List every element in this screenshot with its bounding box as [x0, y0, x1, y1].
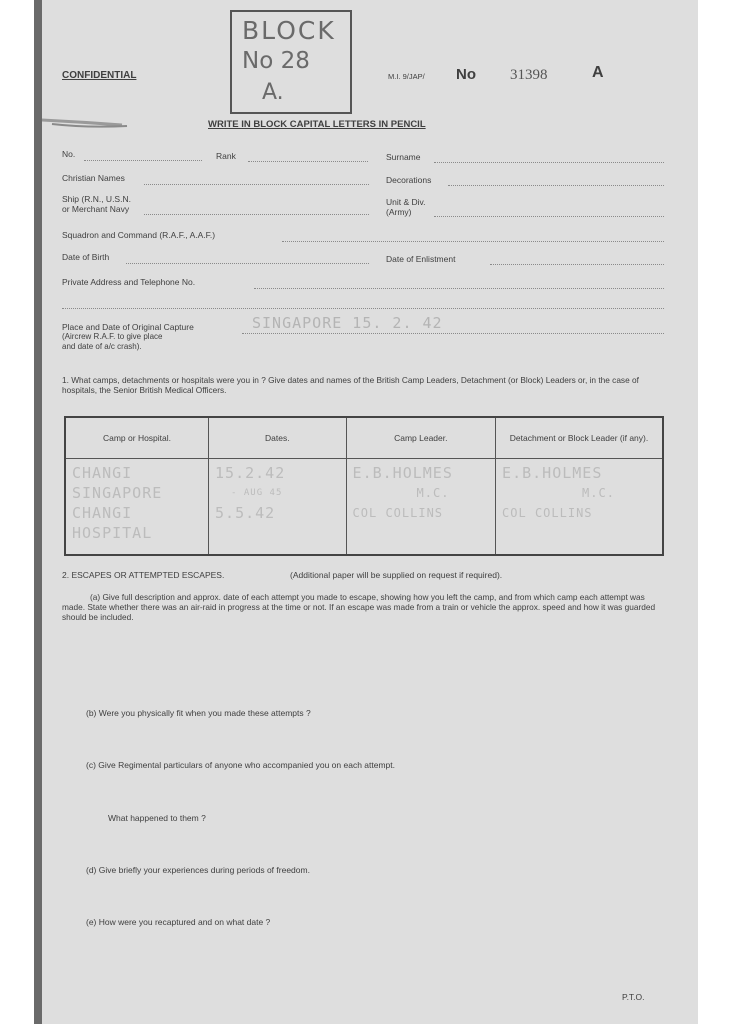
- camp-cell-line: 5.5.42: [215, 504, 276, 522]
- field-enlistment-line: [490, 264, 664, 265]
- field-address: Private Address and Telephone No.: [62, 277, 196, 287]
- form-page: [42, 0, 698, 1024]
- field-unit-1: Unit & Div.: [386, 197, 426, 207]
- paper-clip-icon: [42, 112, 122, 126]
- field-christian-names: Christian Names: [62, 173, 125, 183]
- field-dob: Date of Birth: [62, 252, 110, 262]
- camp-cell-line: 15.2.42: [215, 464, 286, 482]
- camp-cell-line: CHANGI: [72, 464, 133, 482]
- field-capture-2: (Aircrew R.A.F. to give place: [62, 332, 163, 341]
- camp-cell-line: CHANGI: [72, 504, 133, 522]
- camp-table-cell: [209, 459, 347, 556]
- field-surname: Surname: [386, 152, 421, 162]
- field-decorations-line: [448, 185, 664, 186]
- camp-table-header: Camp or Hospital.: [65, 417, 209, 459]
- field-unit-2: (Army): [386, 207, 412, 217]
- field-enlistment: Date of Enlistment: [386, 254, 456, 264]
- field-no-line: [84, 160, 202, 161]
- camp-cell-line: E.B.HOLMES: [352, 464, 453, 482]
- section-2-note: (Additional paper will be supplied on request if required).: [290, 570, 503, 580]
- confidential-label: CONFIDENTIAL: [62, 70, 137, 81]
- field-surname-line: [434, 162, 664, 163]
- camp-cell-line: SINGAPORE: [72, 484, 163, 502]
- camp-table-cell: [65, 459, 209, 556]
- camp-table-cell: [496, 459, 663, 556]
- question-2c-followup: What happened to them ?: [108, 813, 206, 823]
- field-capture-1: Place and Date of Original Capture: [62, 322, 194, 332]
- field-ship-1: Ship (R.N., U.S.N.: [62, 194, 131, 204]
- field-address-line-1: [254, 288, 664, 289]
- camp-table-header: Dates.: [209, 417, 347, 459]
- field-squadron-line: [282, 241, 664, 242]
- camp-cell-line: - AUG 45: [231, 488, 283, 498]
- camp-cell-line: COL COLLINS: [502, 506, 593, 520]
- field-rank: Rank: [216, 151, 236, 161]
- field-dob-line: [126, 263, 369, 264]
- camp-cell-line: M.C.: [416, 486, 450, 500]
- camp-cell-line: HOSPITAL: [72, 524, 153, 542]
- camp-cell-line: COL COLLINS: [352, 506, 444, 520]
- number-label: No: [456, 66, 476, 83]
- camp-cell-line: M.C.: [582, 486, 615, 500]
- stamp-line-2: No 28: [242, 48, 310, 74]
- field-capture-line: [242, 333, 664, 334]
- field-decorations: Decorations: [386, 175, 432, 185]
- question-2d: (d) Give briefly your experiences during periods of freedom.: [86, 865, 310, 875]
- question-2b: (b) Were you physically fit when you made these attempts ?: [86, 708, 311, 718]
- field-unit-line: [434, 216, 664, 217]
- form-number: 31398: [510, 67, 548, 83]
- question-2e: (e) How were you recaptured and on what date ?: [86, 917, 271, 927]
- instruction-heading: WRITE IN BLOCK CAPITAL LETTERS IN PENCIL: [208, 119, 426, 130]
- stamp-line-3: A.: [262, 80, 284, 105]
- pto-label: P.T.O.: [622, 992, 645, 1002]
- field-christian-names-line: [144, 184, 369, 185]
- handwritten-capture: SINGAPORE 15. 2. 42: [252, 314, 443, 332]
- camp-table: [64, 416, 664, 556]
- form-reference: M.I. 9/JAP/: [388, 72, 425, 81]
- section-2-title: 2. ESCAPES OR ATTEMPTED ESCAPES.: [62, 570, 225, 580]
- form-series: A: [592, 64, 604, 81]
- field-ship-2: or Merchant Navy: [62, 204, 130, 214]
- question-1: 1. What camps, detachments or hospitals were you in ? Give dates and names of the British Camp Leaders, Detachment (or Block) Leaders or, in the case of hospitals, the Senior British Medical Officers.: [62, 375, 639, 395]
- field-squadron: Squadron and Command (R.A.F., A.A.F.): [62, 230, 216, 240]
- field-ship-line: [144, 214, 369, 215]
- camp-table-header: Detachment or Block Leader (if any).: [496, 417, 663, 459]
- field-rank-line: [248, 161, 368, 162]
- field-no: No.: [62, 149, 76, 159]
- stamp-line-1: BLOCK: [242, 16, 336, 45]
- camp-table-cell: [346, 459, 496, 556]
- question-2a: (a) Give full description and approx. date of each attempt you made to escape, showing how you left the camp, and from which camp each attempt was made. State whether there was an air-raid in progress at the time or not. If an escape was made from a train or vehicle the approx. speed and how it was guarded should be included.: [62, 592, 656, 622]
- question-2c: (c) Give Regimental particulars of anyone who accompanied you on each attempt.: [86, 760, 395, 770]
- field-capture-3: and date of a/c crash).: [62, 342, 142, 351]
- block-stamp: [230, 10, 352, 114]
- camp-cell-line: E.B.HOLMES: [502, 464, 603, 482]
- camp-table-header: Camp Leader.: [346, 417, 496, 459]
- field-address-line-2: [62, 308, 664, 309]
